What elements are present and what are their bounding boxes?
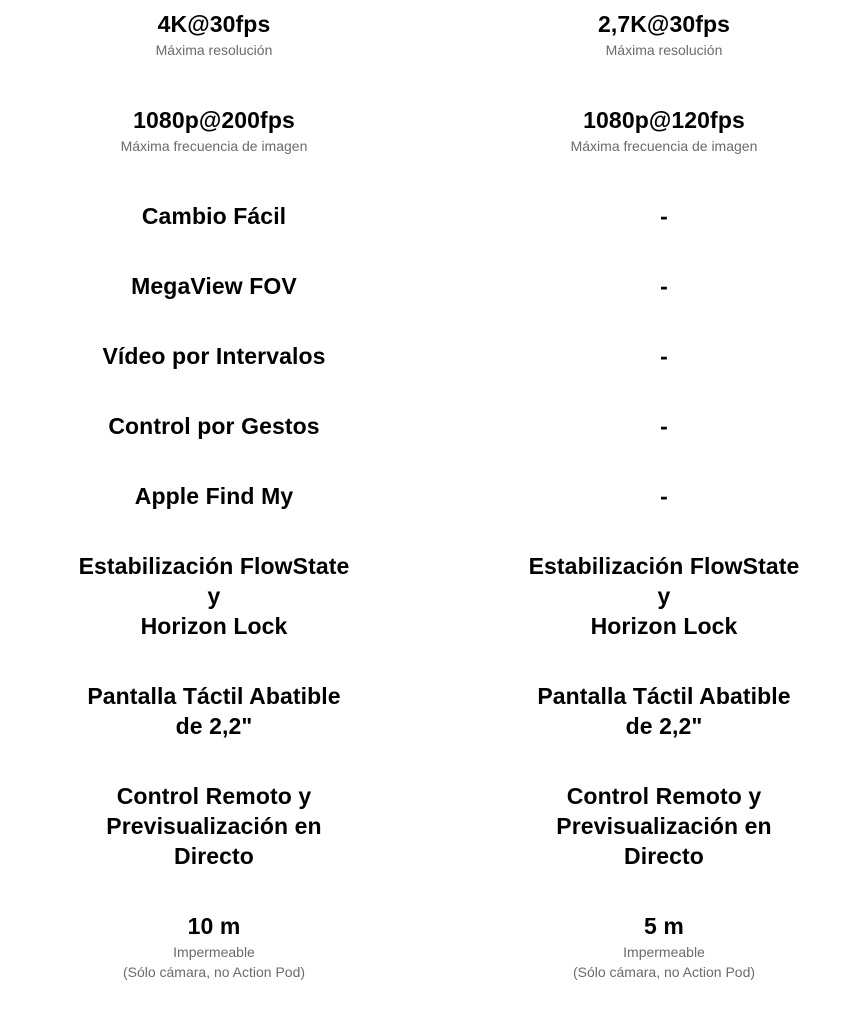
framerate-spec <box>514 105 814 156</box>
remote-feature <box>514 781 814 871</box>
stabilization-text: Estabilización FlowState y Horizon Lock <box>528 553 800 639</box>
find-my-feature <box>514 481 814 511</box>
timelapse-text: Vídeo por Intervalos <box>102 343 326 369</box>
find-my-text: - <box>660 483 668 509</box>
resolution-label: Máxima resolución <box>155 42 273 58</box>
screen-text: Pantalla Táctil Abatible de 2,2" <box>537 683 791 739</box>
gesture-text: Control por Gestos <box>108 413 320 439</box>
resolution-value: 4K@30fps <box>157 11 271 37</box>
remote-text: Control Remoto y Previsualización en Directo <box>106 783 322 869</box>
easy-swap-feature <box>514 201 814 231</box>
easy-swap-text: - <box>660 203 668 229</box>
megaview-feature <box>64 271 364 301</box>
remote-text: Control Remoto y Previsualización en Directo <box>556 783 772 869</box>
easy-swap-text: Cambio Fácil <box>141 203 287 229</box>
gesture-feature <box>64 411 364 441</box>
waterproof-label: Impermeable (Sólo cámara, no Action Pod) <box>572 944 756 980</box>
waterproof-value: 10 m <box>187 913 241 939</box>
gesture-feature <box>514 411 814 441</box>
framerate-label: Máxima frecuencia de imagen <box>570 138 758 154</box>
resolution-value: 2,7K@30fps <box>597 11 731 37</box>
waterproof-spec <box>64 911 364 982</box>
easy-swap-feature <box>64 201 364 231</box>
waterproof-value: 5 m <box>644 913 684 939</box>
framerate-spec <box>64 105 364 156</box>
stabilization-feature <box>64 551 364 641</box>
gesture-text: - <box>660 413 668 439</box>
resolution-spec <box>64 9 364 60</box>
framerate-value: 1080p@120fps <box>583 107 745 133</box>
screen-text: Pantalla Táctil Abatible de 2,2" <box>87 683 341 739</box>
timelapse-text: - <box>660 343 668 369</box>
framerate-label: Máxima frecuencia de imagen <box>120 138 308 154</box>
waterproof-label: Impermeable (Sólo cámara, no Action Pod) <box>122 944 306 980</box>
resolution-spec <box>514 9 814 60</box>
timelapse-feature <box>64 341 364 371</box>
find-my-feature <box>64 481 364 511</box>
stabilization-text: Estabilización FlowState y Horizon Lock <box>78 553 350 639</box>
remote-feature <box>64 781 364 871</box>
stabilization-feature <box>514 551 814 641</box>
waterproof-spec <box>514 911 814 982</box>
megaview-text: MegaView FOV <box>131 273 297 299</box>
screen-feature <box>514 681 814 741</box>
resolution-label: Máxima resolución <box>605 42 723 58</box>
timelapse-feature <box>514 341 814 371</box>
screen-feature <box>64 681 364 741</box>
megaview-feature <box>514 271 814 301</box>
framerate-value: 1080p@200fps <box>133 107 295 133</box>
megaview-text: - <box>660 273 668 299</box>
find-my-text: Apple Find My <box>134 483 294 509</box>
